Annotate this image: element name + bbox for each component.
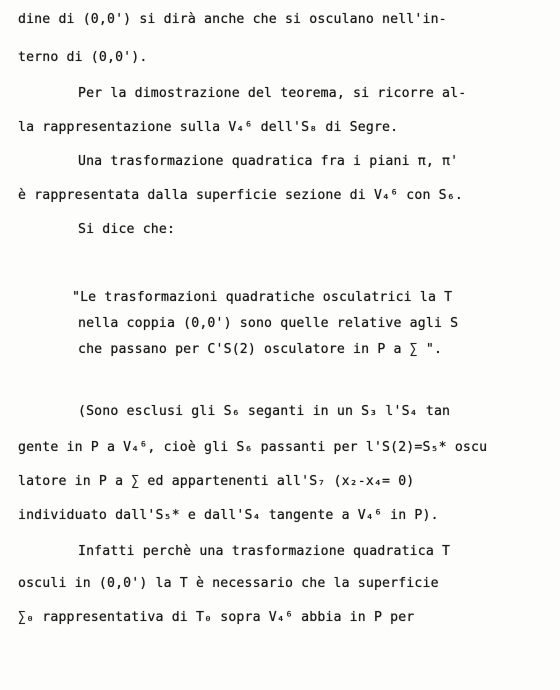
text-line-1: dine di (0,0') si dirà anche che si osculano nell'in- <box>18 12 447 27</box>
text-line-12: Infatti perchè una trasformazione quadratica T <box>78 544 451 559</box>
text-line-6: è rappresentata dalla superficie sezione di V₄⁶ con S₆. <box>18 188 463 203</box>
text-line-5: Una trasformazione quadratica fra i piani π, π' <box>78 154 459 169</box>
text-line-14: ∑₀ rappresentativa di T₀ sopra V₄⁶ abbia in P per <box>18 610 415 625</box>
text-line-8: (Sono esclusi gli S₆ seganti in un S₃ l'S₄ tan <box>78 404 451 419</box>
quote-line-2: nella coppia (0,0') sono quelle relative agli S <box>78 316 459 331</box>
text-line-9: gente in P a V₄⁶, cioè gli S₆ passanti per l'S(2)=S₅* oscu <box>18 440 488 455</box>
text-line-2: terno di (0,0'). <box>18 50 148 65</box>
text-line-7: Si dice che: <box>78 222 176 237</box>
text-line-4: la rappresentazione sulla V₄⁶ dell'S₈ di Segre. <box>18 120 399 135</box>
text-line-11: individuato dall'S₅* e dall'S₄ tangente a V₄⁶ in P). <box>18 508 439 523</box>
quote-line-1: "Le trasformazioni quadratiche osculatrici la T <box>72 290 453 305</box>
text-line-13: osculi in (0,0') la T è necessario che la superficie <box>18 576 439 591</box>
text-line-10: latore in P a ∑ ed appartenenti all'S₇ (x₂-x₄= 0) <box>18 474 415 489</box>
text-line-3: Per la dimostrazione del teorema, si ricorre al- <box>78 86 467 101</box>
quote-line-3: che passano per C'S(2) osculatore in P a ∑ ". <box>78 342 443 357</box>
